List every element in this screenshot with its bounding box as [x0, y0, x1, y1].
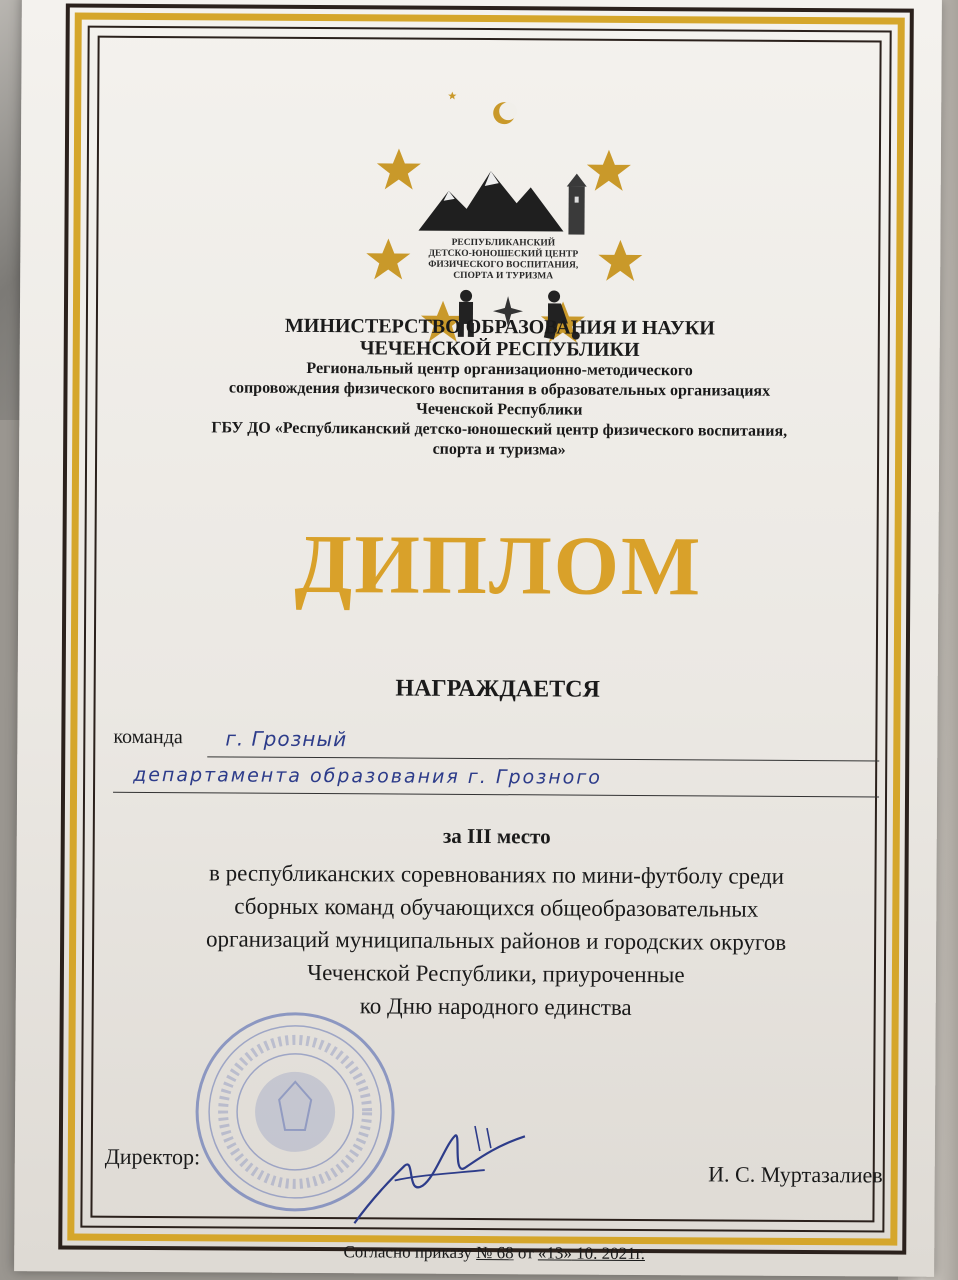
center-line: спорта и туризма» [432, 440, 566, 459]
awarded-heading: НАГРАЖДАЕТСЯ [395, 675, 600, 703]
emblem-text [358, 237, 648, 283]
director-name: И. С. Муртазалиев [708, 1161, 883, 1188]
star-icon [377, 148, 421, 189]
handwritten-team-city: г. Грозный [225, 726, 348, 752]
organization-header [109, 314, 890, 463]
fill-line [113, 792, 879, 798]
description-line: ко Дню народного единства [359, 993, 632, 1020]
competition-description [106, 856, 887, 1026]
handwritten-team-department: департамента образования г. Грозного [133, 763, 603, 789]
emblem-text-line: ФИЗИЧЕСКОГО ВОСПИТАНИЯ, [428, 259, 579, 271]
order-prefix: Согласно приказу [343, 1242, 477, 1263]
emblem-text-line: РЕСПУБЛИКАНСКИЙ [451, 237, 556, 249]
order-middle: от [513, 1243, 538, 1263]
ministry-line: ЧЕЧЕНСКОЙ РЕСПУБЛИКИ [359, 337, 640, 361]
description-line: в республиканских соревнованиях по мини-футболу среди [208, 860, 785, 889]
fill-line [207, 756, 879, 761]
team-field [113, 725, 887, 789]
center-line: ГБУ ДО «Республиканский детско-юношеский центр физического воспитания, [211, 419, 788, 440]
order-number: № 68 [476, 1243, 514, 1263]
director-label: Директор: [104, 1143, 201, 1170]
center-line: сопровождения физического воспитания в образовательных организациях [228, 379, 771, 400]
handwritten-signature [334, 1105, 555, 1236]
order-reference [104, 1241, 884, 1266]
order-date: 10. 2021г. [571, 1243, 646, 1264]
description-line: организаций муниципальных районов и городских округов [205, 926, 787, 955]
order-day: «13» [537, 1243, 572, 1263]
star-icon [587, 150, 631, 191]
ministry-line: МИНИСТЕРСТВО ОБРАЗОВАНИЯ И НАУКИ [284, 314, 715, 340]
place-line: за III место [442, 823, 551, 849]
diploma-content [104, 44, 891, 1264]
center-line: Чеченской Республики [416, 400, 583, 419]
emblem-text-line: СПОРТА И ТУРИЗМА [453, 270, 554, 282]
diploma-paper [14, 0, 942, 1277]
team-label: команда [113, 725, 183, 749]
diploma-title: ДИПЛОМ [294, 517, 703, 614]
center-line: Региональный центр организационно-методического [306, 359, 693, 380]
description-line: сборных команд обучающихся общеобразовательных [234, 893, 759, 922]
emblem-text-line: ДЕТСКО-ЮНОШЕСКИЙ ЦЕНТР [428, 248, 579, 260]
description-line: Чеченской Республики, приуроченные [307, 959, 685, 988]
